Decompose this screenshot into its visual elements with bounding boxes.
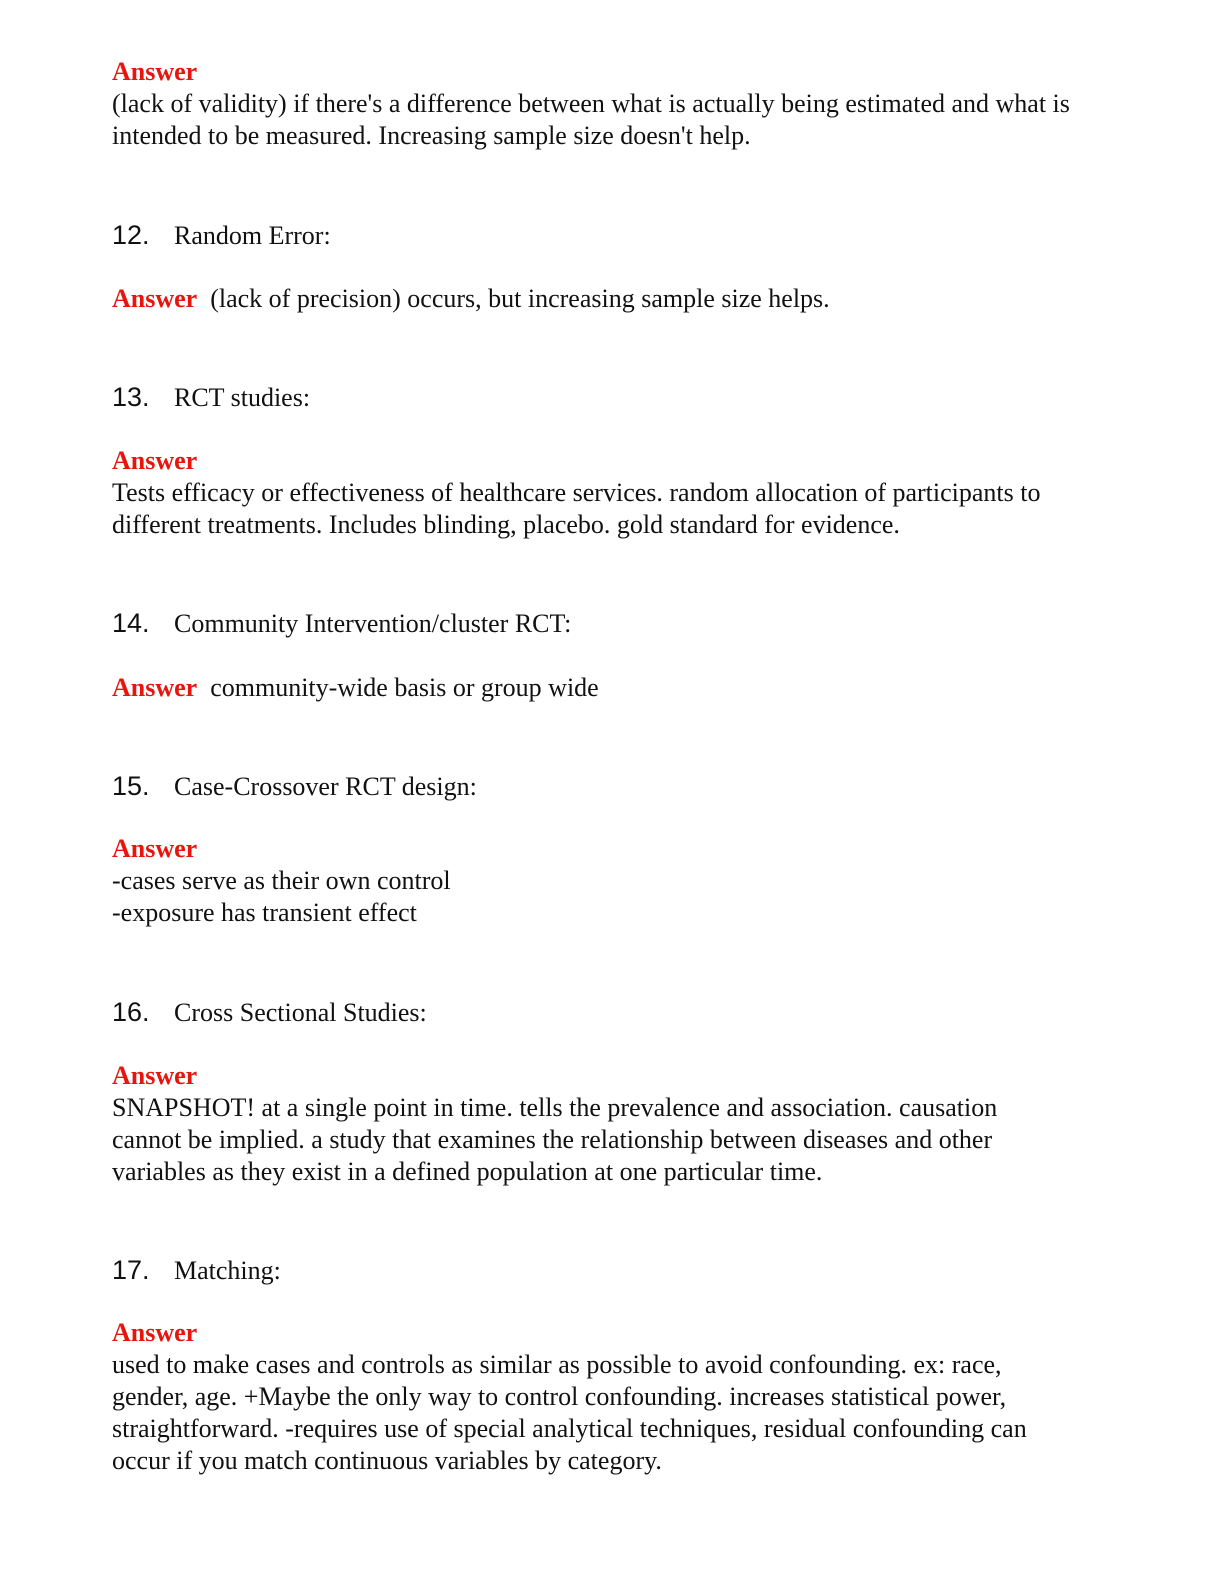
answer-line: gender, age. +Maybe the only way to control confounding. increases statistical power, bbox=[112, 1382, 1007, 1411]
answer-label: Answer bbox=[112, 284, 198, 313]
answer-label: Answer bbox=[112, 1061, 198, 1090]
question-15 bbox=[112, 770, 1112, 803]
question-number: 16. bbox=[112, 997, 150, 1027]
answer-block-12 bbox=[112, 283, 1112, 315]
answer-label: Answer bbox=[112, 57, 198, 86]
question-number: 14. bbox=[112, 608, 150, 638]
question-text: Community Intervention/cluster RCT: bbox=[174, 609, 572, 638]
answer-label: Answer bbox=[112, 1318, 198, 1347]
answer-text: (lack of precision) occurs, but increasing sample size helps. bbox=[210, 284, 830, 313]
answer-block-13 bbox=[112, 445, 1112, 541]
answer-text bbox=[112, 477, 1112, 541]
question-16 bbox=[112, 996, 1112, 1029]
question-17 bbox=[112, 1254, 1112, 1287]
answer-line: straightforward. -requires use of special analytical techniques, residual confounding can bbox=[112, 1414, 1027, 1443]
question-12 bbox=[112, 219, 1112, 252]
answer-line: used to make cases and controls as similar as possible to avoid confounding. ex: race, bbox=[112, 1350, 1002, 1379]
answer-block-16 bbox=[112, 1060, 1112, 1188]
answer-text bbox=[112, 88, 1112, 152]
question-number: 15. bbox=[112, 771, 150, 801]
answer-line: cannot be implied. a study that examines the relationship between diseases and other bbox=[112, 1125, 993, 1154]
question-13 bbox=[112, 381, 1112, 414]
answer-line: -cases serve as their own control bbox=[112, 866, 451, 895]
answer-text bbox=[112, 1349, 1112, 1477]
answer-line: variables as they exist in a defined population at one particular time. bbox=[112, 1157, 823, 1186]
answer-line: different treatments. Includes blinding, placebo. gold standard for evidence. bbox=[112, 510, 900, 539]
question-number: 17. bbox=[112, 1255, 150, 1285]
question-number: 13. bbox=[112, 382, 150, 412]
question-text: Random Error: bbox=[174, 221, 331, 250]
answer-line: occur if you match continuous variables by category. bbox=[112, 1446, 662, 1475]
answer-block-17 bbox=[112, 1317, 1112, 1477]
answer-block-11 bbox=[112, 56, 1112, 152]
question-number: 12. bbox=[112, 220, 150, 250]
question-text: Matching: bbox=[174, 1256, 281, 1285]
answer-line: (lack of validity) if there's a difference between what is actually being estimated and what is bbox=[112, 89, 1070, 118]
answer-label: Answer bbox=[112, 446, 198, 475]
question-text: Cross Sectional Studies: bbox=[174, 998, 427, 1027]
answer-text: community-wide basis or group wide bbox=[210, 673, 599, 702]
answer-text bbox=[112, 1092, 1112, 1188]
answer-label: Answer bbox=[112, 673, 198, 702]
answer-line: Tests efficacy or effectiveness of healthcare services. random allocation of participants to bbox=[112, 478, 1041, 507]
answer-line: -exposure has transient effect bbox=[112, 898, 417, 927]
answer-text bbox=[112, 865, 1112, 929]
question-text: Case-Crossover RCT design: bbox=[174, 772, 477, 801]
answer-block-15 bbox=[112, 833, 1112, 929]
answer-label: Answer bbox=[112, 834, 198, 863]
answer-block-14 bbox=[112, 672, 1112, 704]
answer-line: SNAPSHOT! at a single point in time. tells the prevalence and association. causation bbox=[112, 1093, 998, 1122]
answer-line: intended to be measured. Increasing sample size doesn't help. bbox=[112, 121, 751, 150]
question-text: RCT studies: bbox=[174, 383, 311, 412]
question-14 bbox=[112, 607, 1112, 640]
